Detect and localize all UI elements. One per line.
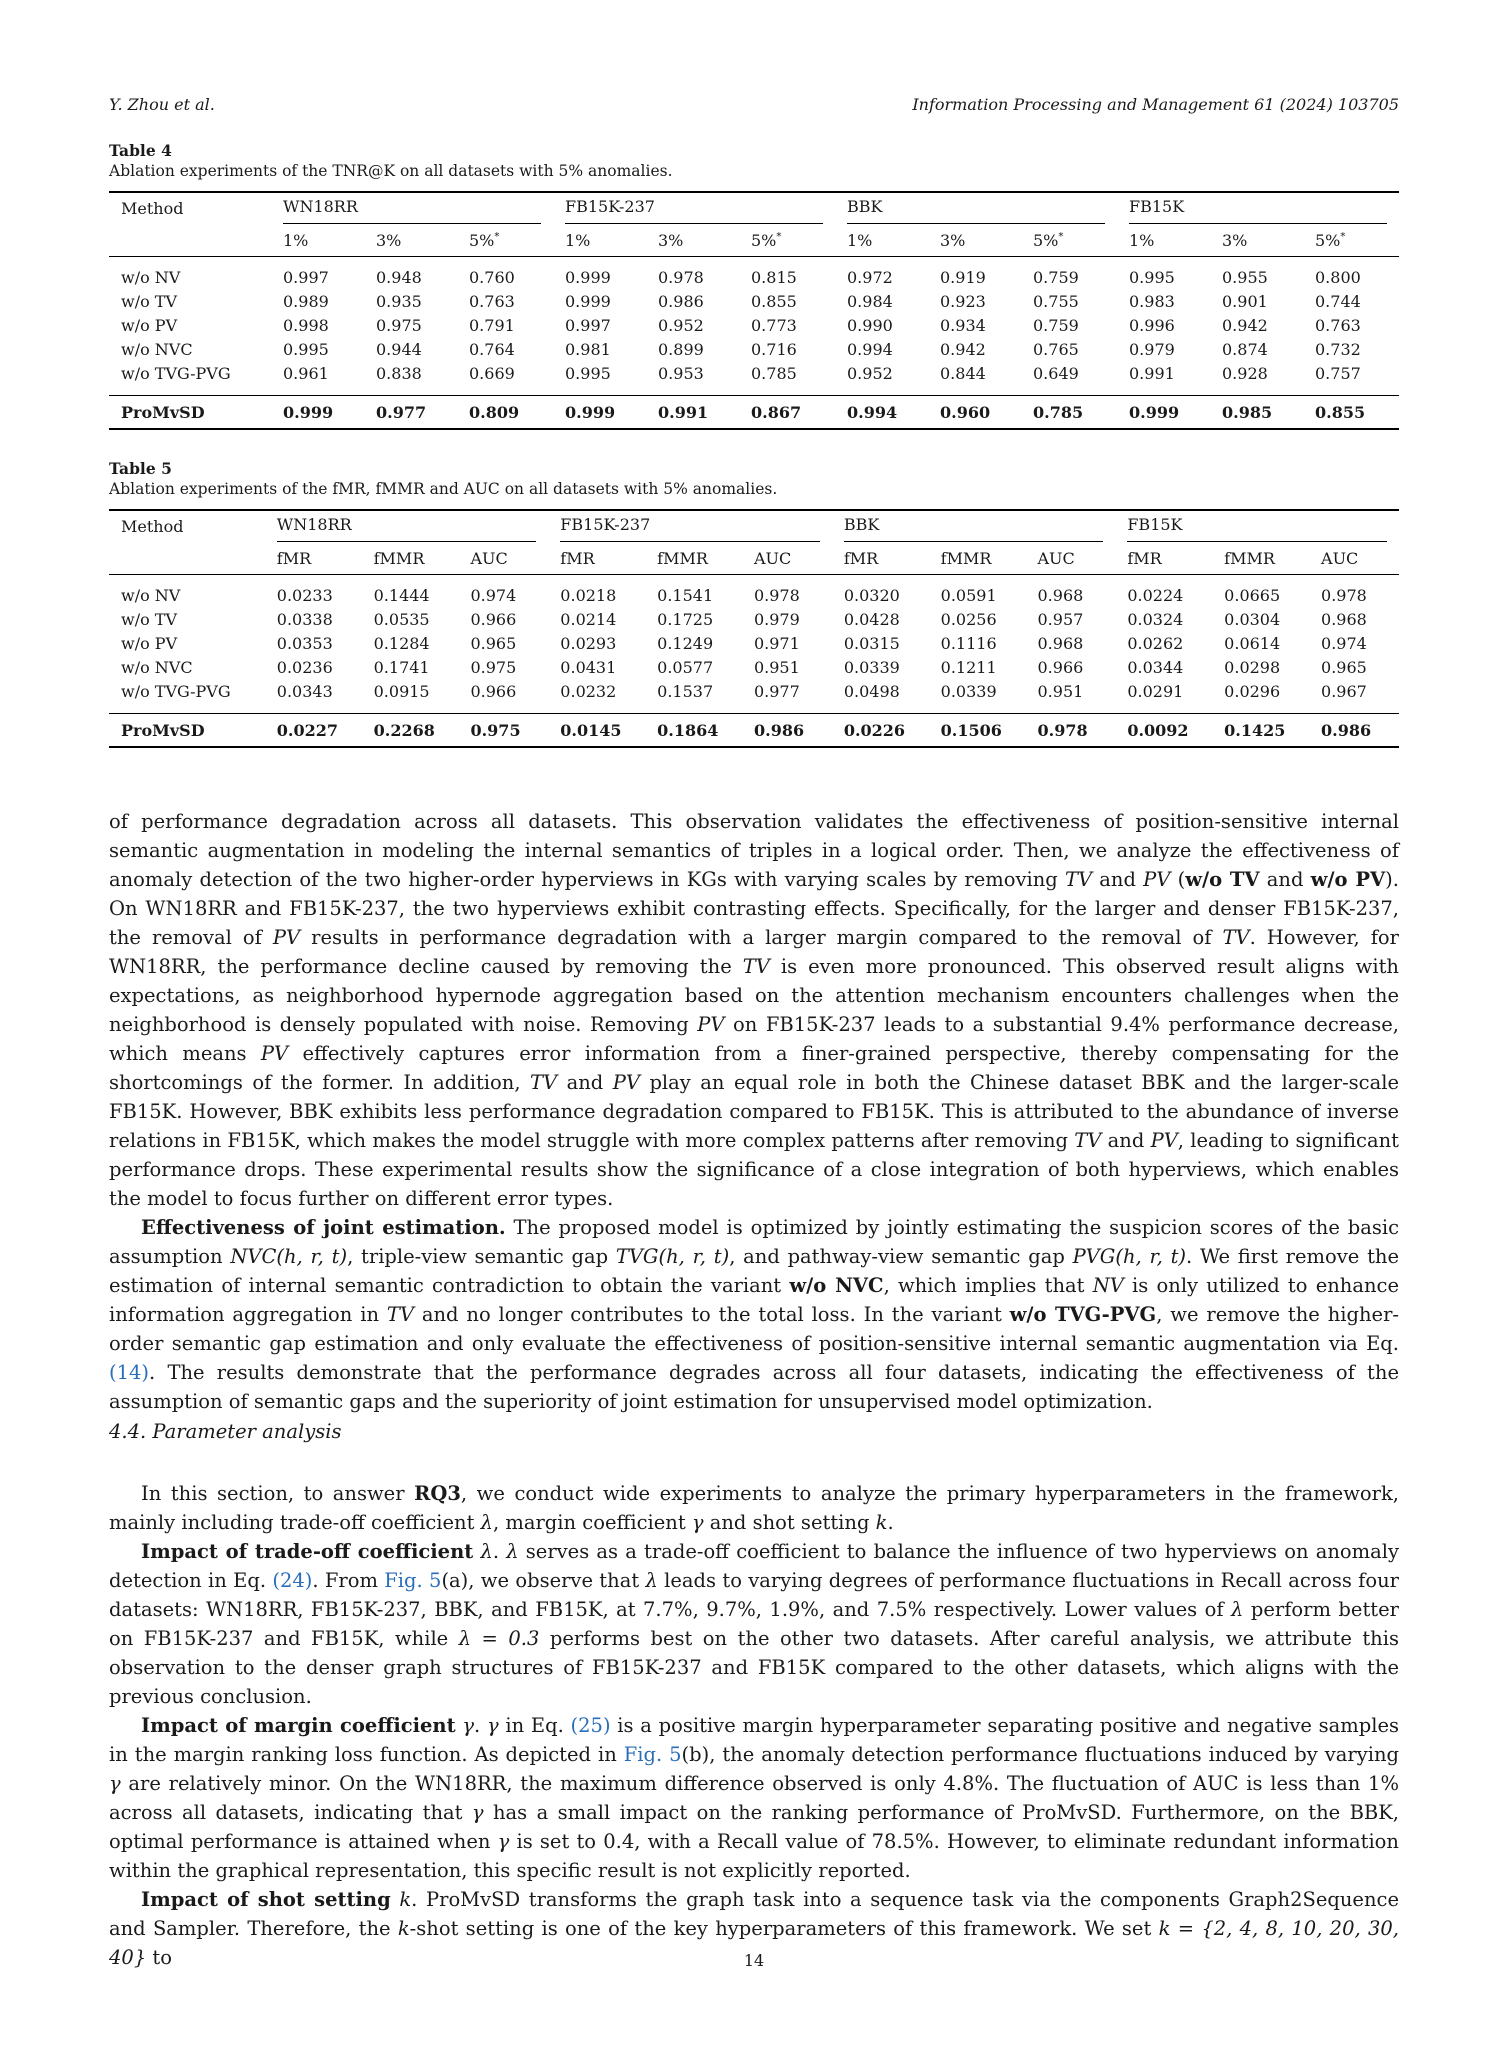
table4-label: Table 4 [109,141,172,160]
metric-header: fMR [1115,542,1212,575]
value-cell: 0.978 [658,268,704,287]
table5-label: Table 5 [109,459,172,478]
value-cell: 0.759 [1033,268,1079,287]
eq-14-link[interactable]: (14) [109,1361,150,1384]
value-cell: 0.791 [469,316,515,335]
value-cell: 0.0535 [373,610,430,629]
value-cell: 0.986 [658,292,704,311]
value-cell: 0.978 [1026,714,1116,748]
value-cell: 0.957 [1037,610,1084,629]
value-cell: 0.979 [753,610,800,629]
value-cell: 0.972 [847,268,893,287]
value-cell: 0.977 [753,682,800,701]
metric-header: fMR [832,542,929,575]
value-cell: 0.923 [940,292,986,311]
value-cell: 0.978 [753,586,800,605]
metric-header: fMR [265,542,362,575]
metric-header: 5%* [1021,224,1117,257]
value-cell: 0.773 [751,316,797,335]
value-cell: 0.0665 [1224,586,1281,605]
value-cell: 0.999 [553,396,646,430]
table4 [109,191,1399,430]
method-cell: w/o TV [121,292,178,311]
value-cell: 0.0353 [276,634,333,653]
table5-caption-text: Ablation experiments of the fMR, fMMR and AUC on all datasets with 5% anomalies. [109,480,778,498]
value-cell: 0.998 [283,316,329,335]
table-row-best [109,396,1399,430]
paragraph-tradeoff: Impact of trade-off coefficient λ. λ serves as a trade-off coefficient to balance the influence of two hyperviews on anomaly detection in Eq. (24). From Fig. 5(a), we observe that λ leads to varying degrees of performance fluctuations in Recall across four datasets: WN18RR, FB15K-237, BBK, and FB15K, at 7.7%, 9.7%, 1.9%, and 7.5% respectively. Lower values of λ perform better on FB15K-237 and FB15K, while λ = 0.3 performs best on the other two datasets. After careful analysis, we attribute this observation to the denser graph structures of FB15K-237 and FB15K compared to the other datasets, which aligns with the previous conclusion. [109,1540,1399,1708]
value-cell: 0.0915 [373,682,430,701]
value-cell: 0.800 [1315,268,1361,287]
value-cell: 0.994 [835,396,928,430]
value-cell: 0.977 [364,396,457,430]
value-cell: 0.1249 [657,634,714,653]
value-cell: 0.965 [1321,658,1367,677]
value-cell: 0.955 [1222,268,1268,287]
value-cell: 0.759 [1033,316,1079,335]
paragraph-hyperviews: of performance degradation across all datasets. This observation validates the effectiveness of position-sensitive internal semantic augmentation in modeling the internal semantics of triples in a logical order. Then, we analyze the effectiveness of anomaly detection of the two higher-order hyperviews in KGs with varying scales by removing TV and PV (w/o TV and w/o PV). On WN18RR and FB15K-237, the two hyperviews exhibit contrasting effects. Specifically, for the larger and denser FB15K-237, the removal of PV results in performance degradation with a larger margin compared to the removal of TV. However, for WN18RR, the performance decline caused by removing the TV is even more pronounced. This observed result aligns with expectations, as neighborhood hypernode aggregation based on the attention mechanism encounters challenges when the neighborhood is densely populated with noise. Removing PV on FB15K-237 leads to a substantial 9.4% performance decrease, which means PV effectively captures error information from a finer-grained perspective, thereby compensating for the shortcomings of the former. In addition, TV and PV play an equal role in both the Chinese dataset BBK and the larger-scale FB15K. However, BBK exhibits less performance degradation compared to FB15K. This is attributed to the abundance of inverse relations in FB15K, which makes the model struggle with more complex patterns after removing TV and PV, leading to significant performance drops. These experimental results show the significance of a close integration of both hyperviews, which enables the model to focus further on different error types. [109,810,1399,1210]
metric-header: AUC [1309,542,1399,575]
metric-header: 5%* [1303,224,1399,257]
dataset-group-header: FB15K [1115,510,1399,542]
value-cell: 0.0428 [843,610,900,629]
dataset-group-header: WN18RR [271,192,553,224]
method-cell: w/o NVC [121,658,193,677]
dataset-group-header: FB15K-237 [553,192,835,224]
value-cell: 0.1116 [940,634,997,653]
table-row [109,362,1399,396]
value-cell: 0.757 [1315,364,1361,383]
value-cell: 0.838 [376,364,422,383]
value-cell: 0.999 [1117,396,1210,430]
value-cell: 0.0224 [1127,586,1184,605]
value-cell: 0.944 [376,340,422,359]
method-cell: w/o NVC [121,340,193,359]
metric-header: fMMR [1212,542,1309,575]
value-cell: 0.2268 [362,714,459,748]
table5 [109,509,1399,748]
metric-header: 3% [1210,224,1303,257]
section-heading-4-4: 4.4. Parameter analysis [109,1420,342,1443]
value-cell: 0.0226 [832,714,929,748]
value-cell: 0.899 [658,340,704,359]
value-cell: 0.1537 [657,682,714,701]
metric-header: 3% [646,224,739,257]
value-cell: 0.669 [469,364,515,383]
dataset-group-header: BBK [832,510,1116,542]
method-cell: w/o TV [121,610,178,629]
value-cell: 0.1211 [940,658,997,677]
value-cell: 0.0145 [548,714,645,748]
method-cell: w/o NV [121,268,181,287]
metric-header: 3% [928,224,1021,257]
value-cell: 0.1864 [645,714,742,748]
value-cell: 0.974 [1321,634,1367,653]
dataset-group-header: WN18RR [265,510,549,542]
value-cell: 0.1506 [929,714,1026,748]
body-text-block-1 [109,807,1399,1416]
value-cell: 0.0227 [265,714,362,748]
table-row [109,257,1399,291]
value-cell: 0.0591 [940,586,997,605]
paragraph-margin: Impact of margin coefficient γ. γ in Eq. (25) is a positive margin hyperparameter separating positive and negative samples in the margin ranking loss function. As depicted in Fig. 5(b), the anomaly detection performance fluctuations induced by varying γ are relatively minor. On the WN18RR, the maximum difference observed is only 4.8%. The fluctuation of AUC is less than 1% across all datasets, indicating that γ has a small impact on the ranking performance of ProMvSD. Furthermore, on the BBK, optimal performance is attained when γ is set to 0.4, with a Recall value of 78.5%. However, to eliminate redundant information within the graphical representation, this specific result is not explicitly reported. [109,1714,1400,1882]
value-cell: 0.984 [847,292,893,311]
header-journal: Information Processing and Management 61 (2024) 103705 [912,95,1399,114]
table-row [109,608,1399,632]
value-cell: 0.942 [940,340,986,359]
value-cell: 0.785 [751,364,797,383]
value-cell: 0.0614 [1224,634,1281,653]
value-cell: 0.0293 [560,634,617,653]
value-cell: 0.0296 [1224,682,1281,701]
method-cell: ProMvSD [109,714,265,748]
table5-caption [109,459,777,499]
value-cell: 0.0232 [560,682,617,701]
table-row [109,314,1399,338]
value-cell: 0.960 [928,396,1021,430]
paper-page [109,0,1399,2063]
value-cell: 0.0218 [560,586,617,605]
method-cell: w/o PV [121,316,178,335]
body-text-block-2 [109,1479,1399,1972]
value-cell: 0.755 [1033,292,1079,311]
value-cell: 0.0338 [276,610,333,629]
value-cell: 0.996 [1129,316,1175,335]
table-row [109,338,1399,362]
value-cell: 0.989 [283,292,329,311]
value-cell: 0.0214 [560,610,617,629]
paragraph-joint-estimation: Effectiveness of joint estimation. The proposed model is optimized by jointly estimating the suspicion scores of the basic assumption NVC(h, r, t), triple-view semantic gap TVG(h, r, t), and pathway-view semantic gap PVG(h, r, t). We first remove the estimation of internal semantic contradiction to obtain the variant w/o NVC, which implies that NV is only utilized to enhance information aggregation in TV and no longer contributes to the total loss. In the variant w/o TVG-PVG, we remove the higher-order semantic gap estimation and only evaluate the effectiveness of position-sensitive internal semantic augmentation via Eq. (14). The results demonstrate that the performance degrades across all four datasets, indicating the effectiveness of the assumption of semantic gaps and the superiority of joint estimation for unsupervised model optimization. [109,1216,1400,1413]
value-cell: 0.809 [457,396,553,430]
value-cell: 0.975 [376,316,422,335]
value-cell: 0.765 [1033,340,1079,359]
header-authors: Y. Zhou et al. [109,95,215,114]
dataset-group-header: FB15K-237 [548,510,832,542]
value-cell: 0.981 [565,340,611,359]
value-cell: 0.966 [470,610,517,629]
paragraph-shot-setting: Impact of shot setting k. ProMvSD transforms the graph task into a sequence task via the components Graph2Sequence and Sampler. Therefore, the k-shot setting is one of the key hyperparameters of this framework. We set k = {2, 4, 8, 10, 20, 30, 40} to [109,1888,1399,1969]
table-row [109,680,1399,714]
value-cell: 0.760 [469,268,515,287]
metric-header: 1% [271,224,364,257]
value-cell: 0.744 [1315,292,1361,311]
value-cell: 0.0431 [560,658,617,677]
value-cell: 0.997 [565,316,611,335]
metric-header: 3% [364,224,457,257]
value-cell: 0.968 [1037,634,1084,653]
table4-caption-text: Ablation experiments of the TNR@K on all datasets with 5% anomalies. [109,162,673,180]
value-cell: 0.0092 [1115,714,1212,748]
value-cell: 0.985 [1210,396,1303,430]
value-cell: 0.966 [470,682,517,701]
value-cell: 0.0304 [1224,610,1281,629]
metric-header: fMR [548,542,645,575]
value-cell: 0.1284 [373,634,430,653]
method-cell: w/o TVG-PVG [121,682,231,701]
value-cell: 0.967 [1321,682,1367,701]
value-cell: 0.952 [847,364,893,383]
value-cell: 0.991 [646,396,739,430]
value-cell: 0.867 [739,396,835,430]
value-cell: 0.952 [658,316,704,335]
value-cell: 0.0324 [1127,610,1184,629]
value-cell: 0.975 [470,658,517,677]
metric-header: AUC [458,542,548,575]
value-cell: 0.928 [1222,364,1268,383]
metric-header: 1% [553,224,646,257]
value-cell: 0.974 [470,586,517,605]
value-cell: 0.995 [1129,268,1175,287]
metric-header: 1% [835,224,928,257]
table-row [109,632,1399,656]
fig-5b-link[interactable]: Fig. 5 [623,1743,682,1766]
value-cell: 0.999 [565,268,611,287]
value-cell: 0.0236 [276,658,333,677]
running-header [109,95,1399,119]
table-row [109,575,1399,609]
value-cell: 0.0233 [276,586,333,605]
value-cell: 0.995 [283,340,329,359]
value-cell: 0.0344 [1127,658,1184,677]
value-cell: 0.991 [1129,364,1175,383]
method-cell: w/o NV [121,586,181,605]
page-number: 14 [743,1951,765,1970]
value-cell: 0.975 [458,714,548,748]
value-cell: 0.0320 [843,586,900,605]
value-cell: 0.0291 [1127,682,1184,701]
value-cell: 0.1541 [657,586,714,605]
value-cell: 0.983 [1129,292,1175,311]
method-cell: w/o TVG-PVG [121,364,231,383]
value-cell: 0.986 [742,714,832,748]
value-cell: 0.763 [469,292,515,311]
eq-25-link[interactable]: (25) [570,1714,611,1737]
value-cell: 0.815 [751,268,797,287]
value-cell: 0.948 [376,268,422,287]
value-cell: 0.995 [565,364,611,383]
metric-header: 5%* [457,224,553,257]
value-cell: 0.971 [753,634,800,653]
method-cell: ProMvSD [109,396,271,430]
metric-header: 1% [1117,224,1210,257]
value-cell: 0.990 [847,316,893,335]
value-cell: 0.997 [283,268,329,287]
paragraph-parameter-intro: In this section, to answer RQ3, we conduct wide experiments to analyze the primary hyperparameters in the framework, mainly including trade-off coefficient λ, margin coefficient γ and shot setting k. [109,1482,1399,1534]
value-cell: 0.716 [751,340,797,359]
table4-caption [109,141,673,181]
value-cell: 0.0339 [940,682,997,701]
table-row [109,290,1399,314]
value-cell: 0.855 [1303,396,1399,430]
value-cell: 0.0315 [843,634,900,653]
value-cell: 0.979 [1129,340,1175,359]
method-header: Method [109,192,271,224]
value-cell: 0.934 [940,316,986,335]
metric-header: AUC [1026,542,1116,575]
value-cell: 0.0343 [276,682,333,701]
fig-5-link[interactable]: Fig. 5 [384,1569,442,1592]
value-cell: 0.0498 [843,682,900,701]
value-cell: 0.961 [283,364,329,383]
value-cell: 0.0339 [843,658,900,677]
value-cell: 0.978 [1321,586,1367,605]
value-cell: 0.732 [1315,340,1361,359]
value-cell: 0.649 [1033,364,1079,383]
value-cell: 0.919 [940,268,986,287]
value-cell: 0.994 [847,340,893,359]
value-cell: 0.0256 [940,610,997,629]
value-cell: 0.968 [1037,586,1084,605]
method-cell: w/o PV [121,634,178,653]
value-cell: 0.999 [565,292,611,311]
method-header: Method [109,510,265,542]
value-cell: 0.986 [1309,714,1399,748]
metric-header: fMMR [929,542,1026,575]
value-cell: 0.901 [1222,292,1268,311]
value-cell: 0.763 [1315,316,1361,335]
value-cell: 0.844 [940,364,986,383]
dataset-group-header: BBK [835,192,1117,224]
value-cell: 0.0577 [657,658,714,677]
value-cell: 0.942 [1222,316,1268,335]
value-cell: 0.1741 [373,658,430,677]
value-cell: 0.951 [753,658,800,677]
metric-header: AUC [742,542,832,575]
value-cell: 0.999 [271,396,364,430]
metric-header: 5%* [739,224,835,257]
value-cell: 0.968 [1321,610,1367,629]
value-cell: 0.855 [751,292,797,311]
value-cell: 0.965 [470,634,517,653]
value-cell: 0.953 [658,364,704,383]
value-cell: 0.0262 [1127,634,1184,653]
value-cell: 0.785 [1021,396,1117,430]
value-cell: 0.1444 [373,586,430,605]
eq-24-link[interactable]: (24) [272,1569,313,1592]
value-cell: 0.1725 [657,610,714,629]
value-cell: 0.1425 [1212,714,1309,748]
value-cell: 0.874 [1222,340,1268,359]
value-cell: 0.764 [469,340,515,359]
metric-header: fMMR [362,542,459,575]
value-cell: 0.935 [376,292,422,311]
table-row-best [109,714,1399,748]
value-cell: 0.0298 [1224,658,1281,677]
value-cell: 0.966 [1037,658,1084,677]
dataset-group-header: FB15K [1117,192,1399,224]
metric-header: fMMR [645,542,742,575]
value-cell: 0.951 [1037,682,1084,701]
table-row [109,656,1399,680]
